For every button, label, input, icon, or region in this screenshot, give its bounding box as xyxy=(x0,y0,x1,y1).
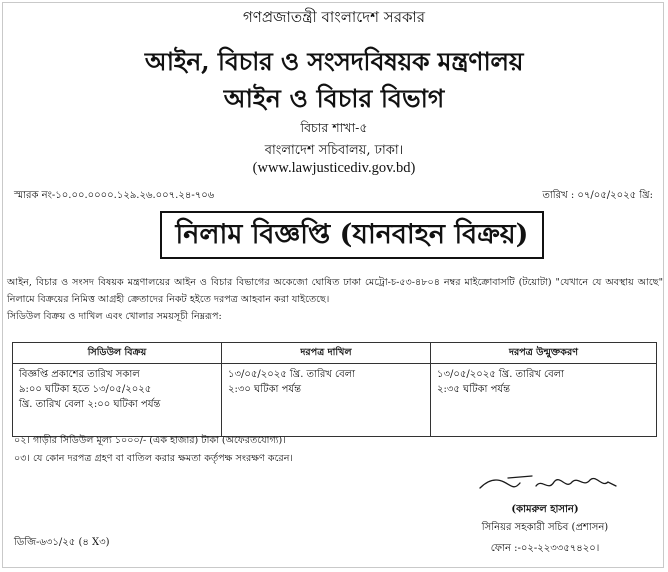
government-name: গণপ্রজাতন্ত্রী বাংলাদেশ সরকার xyxy=(242,8,426,26)
signatory-title: সিনিয়র সহকারী সচিব (প্রশাসন) xyxy=(481,522,609,533)
cell-line: ১৩/০৫/২০২৫ খ্রি. তারিখ বেলা xyxy=(228,369,356,380)
website-url: (www.lawjusticediv.gov.bd) xyxy=(252,160,416,176)
header-tender-opening: দরপত্র উন্মুক্তকরণ xyxy=(431,343,657,364)
notice-title: নিলাম বিজ্ঞপ্তি (যানবাহন বিক্রয়) xyxy=(160,211,544,259)
cell-schedule-sale xyxy=(13,364,222,437)
signatory-phone: ফোন :-০২-২২৩৩৫৭৪২০। xyxy=(490,543,600,554)
header-schedule-sale: সিডিউল বিক্রয় xyxy=(13,343,222,364)
cell-line: খ্রি. তারিখ বেলা ২:০০ ঘটিকা পর্যন্ত xyxy=(19,399,161,410)
ministry-name: আইন, বিচার ও সংসদবিষয়ক মন্ত্রণালয় xyxy=(144,47,524,76)
memo-number: স্মারক নং-১০.০০.০০০০.১২৯.২৬.০০৭.২৪-৭০৬ xyxy=(14,190,215,201)
notice-body xyxy=(7,274,663,325)
office-address: বাংলাদেশ সচিবালয়, ঢাকা। xyxy=(264,143,404,158)
body-paragraph-1: আইন, বিচার ও সংসদ বিষয়ক মন্ত্রণালয়ের আইন ও বিচার বিভাগের অকেজো ঘোষিত ঢাকা মেট্রো-চ-৫৩-৪৮০৪ নম্বর মাইক্রোবাসটি (টয়োটা) "যেখানে যে অবস্থায় আছে" নিলামে বিক্রয়ের নিমিত্ত আগ্রহী ক্রেতাদের নিকট হইতে দরপত্র আহবান করা যাইতেছে। xyxy=(7,277,663,305)
note-authority-rights: ০৩। যে কোন দরপত্র গ্রহণ বা বাতিল করার ক্ষমতা কর্তৃপক্ষ সংরক্ষণ করেন। xyxy=(14,453,293,464)
division-name: আইন ও বিচার বিভাগ xyxy=(223,84,445,113)
signatory-name: (কামরুল হাসান) xyxy=(511,504,579,515)
cell-tender-submission xyxy=(222,364,431,437)
note-schedule-price: ০২। গাড়ীর সিডিউল মূল্য ১০০০/- (এক হাজার) টাকা (অফেরতযোগ্য)। xyxy=(14,435,286,446)
branch-name: বিচার শাখা-৫ xyxy=(300,120,368,135)
handwritten-signature xyxy=(474,468,634,498)
cell-line: ২:৩০ ঘটিকা পর্যন্ত xyxy=(228,384,302,395)
cell-line: ১৩/০৫/২০২৫ খ্রি. তারিখ বেলা xyxy=(437,369,565,380)
cell-line: ৯:০০ ঘটিকা হতে ১৩/০৫/২০২৫ xyxy=(19,384,152,395)
table-header-row xyxy=(13,343,657,364)
schedule-table xyxy=(12,342,657,437)
memo-date: তারিখ : ০৭/০৫/২০২৫ খ্রি: xyxy=(542,190,653,201)
cell-line: ২:৩৫ ঘটিকা পর্যন্ত xyxy=(437,384,511,395)
body-paragraph-2: সিডিউল বিক্রয় ও দাখিল এবং খোলার সময়সূচী নিম্নরূপ: xyxy=(7,311,222,322)
reference-code: ডিজি-৬৩১/২৫ (৪ X৩) xyxy=(14,537,110,548)
header-tender-submission: দরপত্র দাখিল xyxy=(222,343,431,364)
cell-tender-opening xyxy=(431,364,657,437)
table-row xyxy=(13,364,657,437)
cell-line: বিজ্ঞপ্তি প্রকাশের তারিখ সকাল xyxy=(19,369,140,380)
